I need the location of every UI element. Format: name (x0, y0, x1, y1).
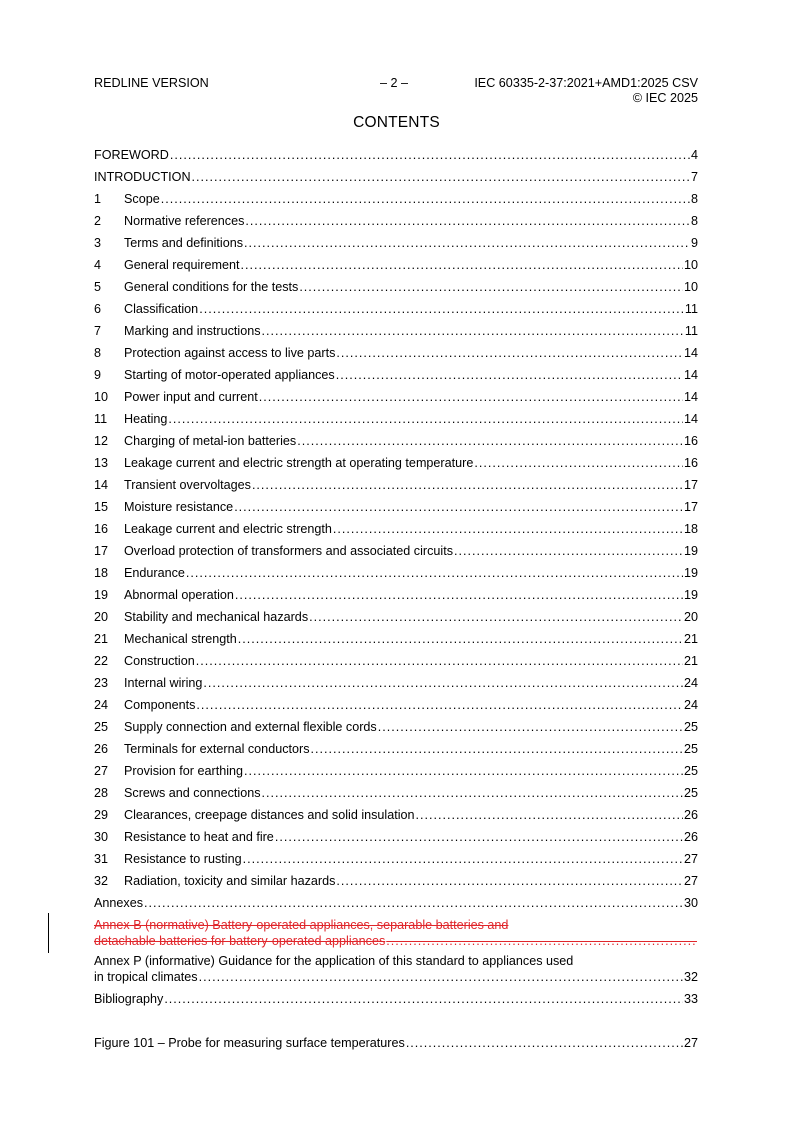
toc-entry[interactable] (94, 167, 698, 189)
toc-entry-label: Transient overvoltages (124, 478, 251, 492)
dot-leader (309, 609, 683, 625)
toc-entry-label: Charging of metal-ion batteries (124, 434, 297, 448)
toc-entry-page: 25 (683, 764, 698, 778)
dot-leader (336, 873, 683, 889)
toc-entry-number: 22 (94, 654, 109, 668)
toc-entry-page: 14 (683, 412, 698, 426)
header-left: REDLINE VERSION (94, 76, 209, 90)
toc-entry[interactable] (94, 321, 698, 343)
toc-entry-page: 21 (683, 654, 698, 668)
toc-entry-label: Scope (124, 192, 160, 206)
toc-entry-label: General requirement (124, 258, 240, 272)
toc-entry-number: 25 (94, 720, 109, 734)
dot-leader (244, 235, 690, 251)
toc-entry-page: 21 (683, 632, 698, 646)
dot-leader (235, 587, 683, 603)
toc-entry-number: 29 (94, 808, 109, 822)
toc-entry-number: 13 (94, 456, 109, 470)
toc-entry[interactable] (94, 475, 698, 497)
toc-entry-page: 24 (683, 676, 698, 690)
toc-entry-page: 18 (683, 522, 698, 536)
dot-leader (262, 785, 683, 801)
toc-entry-label: Annexes (94, 896, 144, 910)
dot-leader (454, 543, 683, 559)
toc-entry-number: 28 (94, 786, 109, 800)
dot-leader (144, 895, 683, 911)
dot-leader (333, 521, 683, 537)
toc-entry-page: 24 (683, 698, 698, 712)
toc-entry-number: 19 (94, 588, 109, 602)
dot-leader (199, 301, 684, 317)
toc-entry-page: 11 (684, 302, 698, 316)
toc-entry[interactable] (94, 409, 698, 431)
dot-leader (238, 631, 683, 647)
toc-entry[interactable] (94, 849, 698, 871)
deleted-annex-b-line1: Annex B (normative) Battery-operated appliances, separable batteries and (94, 918, 509, 932)
toc-entry-page: 19 (683, 588, 698, 602)
toc-entry-page: 11 (684, 324, 698, 338)
toc-entry-page: 7 (690, 170, 698, 184)
toc-entry-number: 21 (94, 632, 109, 646)
toc-entry-label: Components (124, 698, 196, 712)
toc-entry-page: 33 (683, 992, 698, 1006)
toc-entry-label: Classification (124, 302, 199, 316)
dot-leader (336, 367, 683, 383)
toc-entry-label: Endurance (124, 566, 185, 580)
dot-leader (297, 433, 683, 449)
toc-entry-label: Internal wiring (124, 676, 203, 690)
toc-entry-label: Moisture resistance (124, 500, 234, 514)
toc-entry-number: 24 (94, 698, 109, 712)
toc-entry-number: 31 (94, 852, 109, 866)
toc-entry-label: Clearances, creepage distances and solid insulation (124, 808, 415, 822)
toc-entry-page: 27 (683, 874, 698, 888)
dot-leader (336, 345, 683, 361)
toc-entry[interactable] (94, 695, 698, 717)
toc-entry-page: 25 (683, 720, 698, 734)
dot-leader (245, 213, 690, 229)
dot-leader (406, 1035, 683, 1051)
toc-entry-annex-p[interactable] (94, 949, 698, 985)
dot-leader (416, 807, 683, 823)
toc-entry-label: Stability and mechanical hazards (124, 610, 309, 624)
dot-leader (192, 169, 690, 185)
toc-entry-page: 27 (683, 852, 698, 866)
toc-entry-label: Bibliography (94, 992, 164, 1006)
toc-entry-label: Starting of motor-operated appliances (124, 368, 335, 382)
toc-entry-number: 17 (94, 544, 109, 558)
toc-entry-page: 20 (683, 610, 698, 624)
dot-leader (199, 969, 683, 985)
toc-entry-label: Marking and instructions (124, 324, 261, 338)
toc-entry-label: Terms and definitions (124, 236, 244, 250)
toc-entry-label: Terminals for external conductors (124, 742, 310, 756)
toc-entry-label: Resistance to rusting (124, 852, 242, 866)
toc-entry[interactable] (94, 783, 698, 805)
toc-entry-page: 10 (683, 258, 698, 272)
toc-entry[interactable] (94, 299, 698, 321)
toc-entry[interactable] (94, 717, 698, 739)
toc-entry[interactable] (94, 607, 698, 629)
toc-entry-page: 16 (683, 456, 698, 470)
dot-leader (243, 851, 683, 867)
toc-entry[interactable] (94, 805, 698, 827)
toc-entry[interactable] (94, 497, 698, 519)
toc-entry-number: 27 (94, 764, 109, 778)
change-bar (48, 913, 49, 953)
toc-entry-number: 10 (94, 390, 109, 404)
annex-p-line1: Annex P (informative) Guidance for the application of this standard to appliances used (94, 954, 574, 968)
deleted-annex-b-line2-row (94, 933, 698, 949)
toc-entry[interactable] (94, 189, 698, 211)
toc-entry-number: 18 (94, 566, 109, 580)
toc-entry-number: 14 (94, 478, 109, 492)
document-reference: IEC 60335-2-37:2021+AMD1:2025 CSV (474, 76, 698, 90)
toc-entry-number: 20 (94, 610, 109, 624)
toc-entry-page: 14 (683, 346, 698, 360)
toc-entry-page: 27 (683, 1036, 698, 1050)
dot-leader (164, 991, 683, 1007)
toc-entry-number: 3 (94, 236, 102, 250)
toc-entry-number: 30 (94, 830, 109, 844)
header-right (474, 76, 698, 106)
toc-entry-page: 17 (683, 478, 698, 492)
toc-entry-label: Figure 101 – Probe for measuring surface temperatures (94, 1036, 405, 1050)
list-of-figures (94, 1033, 698, 1055)
toc-entry-label: Construction (124, 654, 195, 668)
annex-p-line2-row (94, 969, 698, 985)
copyright-notice: © IEC 2025 (632, 91, 698, 105)
toc-entry-number: 11 (94, 412, 108, 426)
toc-entry[interactable] (94, 343, 698, 365)
toc-entry-number: 2 (94, 214, 102, 228)
dot-leader (299, 279, 683, 295)
toc-entry[interactable] (94, 431, 698, 453)
dot-leader (241, 257, 683, 273)
page-number: – 2 – (380, 76, 409, 90)
toc-entry-page: 4 (690, 148, 698, 162)
dot-leader (161, 191, 690, 207)
toc-entry-number: 16 (94, 522, 109, 536)
toc-entry[interactable] (94, 365, 698, 387)
toc-entry-page: 10 (683, 280, 698, 294)
toc-entry[interactable] (94, 387, 698, 409)
toc-entry-number: 5 (94, 280, 102, 294)
toc-entry[interactable] (94, 585, 698, 607)
toc-entry-number: 26 (94, 742, 109, 756)
toc-entry[interactable] (94, 145, 698, 167)
toc-entry-number: 12 (94, 434, 109, 448)
toc-entry-label: INTRODUCTION (94, 170, 191, 184)
toc-entry-number: 15 (94, 500, 109, 514)
toc-entry[interactable] (94, 519, 698, 541)
toc-entry-number: 7 (94, 324, 102, 338)
toc-entry-label: Leakage current and electric strength (124, 522, 332, 536)
toc-entry-page: 30 (683, 896, 698, 910)
dot-leader (203, 675, 683, 691)
dot-leader (186, 565, 683, 581)
toc-entry[interactable] (94, 871, 698, 893)
toc-entry-page: 14 (683, 368, 698, 382)
toc-entry-label: Radiation, toxicity and similar hazards (124, 874, 336, 888)
dot-leader (196, 697, 683, 713)
dot-leader (378, 719, 683, 735)
toc-entry[interactable] (94, 739, 698, 761)
dot-leader (244, 763, 683, 779)
annex-p-line2: in tropical climates (94, 970, 198, 984)
dot-leader (259, 389, 683, 405)
dot-leader (262, 323, 684, 339)
toc-entry-label: Resistance to heat and fire (124, 830, 274, 844)
toc-entry-page: 25 (683, 786, 698, 800)
dot-leader (196, 653, 683, 669)
toc-entry-label: FOREWORD (94, 148, 169, 162)
table-of-contents (94, 145, 698, 1011)
toc-entry[interactable] (94, 211, 698, 233)
toc-entry[interactable] (94, 629, 698, 651)
dot-leader (168, 411, 683, 427)
toc-entry-number: 32 (94, 874, 109, 888)
toc-entry-label: Normative references (124, 214, 245, 228)
toc-entry-label: Screws and connections (124, 786, 261, 800)
dot-leader (234, 499, 683, 515)
dot-leader (311, 741, 683, 757)
deleted-annex-b-entry[interactable] (94, 915, 698, 949)
dot-leader (275, 829, 683, 845)
toc-entry[interactable] (94, 277, 698, 299)
toc-entry-label: Provision for earthing (124, 764, 244, 778)
toc-entry[interactable] (94, 233, 698, 255)
toc-entry-number: 23 (94, 676, 109, 690)
toc-entry-page: 19 (683, 544, 698, 558)
toc-entry-bibliography[interactable] (94, 985, 698, 1011)
deleted-annex-b-line2: detachable batteries for battery-operated appliances (94, 934, 386, 948)
toc-entry-label: Overload protection of transformers and associated circuits (124, 544, 453, 558)
toc-entry-label: Supply connection and external flexible cords (124, 720, 377, 734)
toc-entry-label: Protection against access to live parts (124, 346, 336, 360)
toc-entry[interactable] (94, 893, 698, 915)
toc-entry[interactable] (94, 673, 698, 695)
toc-entry[interactable] (94, 761, 698, 783)
toc-entry-label: Power input and current (124, 390, 258, 404)
toc-entry[interactable] (94, 453, 698, 475)
toc-entry-label: Mechanical strength (124, 632, 237, 646)
toc-entry-number: 9 (94, 368, 102, 382)
toc-entry-page: 9 (690, 236, 698, 250)
toc-entry[interactable] (94, 651, 698, 673)
toc-entry-page: 26 (683, 830, 698, 844)
dot-leader (170, 147, 690, 163)
toc-entry-number: 8 (94, 346, 102, 360)
toc-entry-label: Abnormal operation (124, 588, 234, 602)
toc-entry[interactable] (94, 541, 698, 563)
toc-entry-page: 8 (690, 214, 698, 228)
toc-entry-page: 14 (683, 390, 698, 404)
toc-entry-page: 26 (683, 808, 698, 822)
dot-leader (252, 477, 683, 493)
toc-entry-number: 1 (94, 192, 102, 206)
dot-leader (474, 455, 683, 471)
page-title: CONTENTS (353, 114, 440, 131)
dot-leader (386, 933, 697, 949)
toc-entry-page: 32 (683, 970, 698, 984)
toc-entry-number: 6 (94, 302, 102, 316)
toc-entry-page: 25 (683, 742, 698, 756)
toc-entry-page: 19 (683, 566, 698, 580)
toc-entry[interactable] (94, 827, 698, 849)
toc-entry[interactable] (94, 563, 698, 585)
toc-entry-label: General conditions for the tests (124, 280, 299, 294)
toc-entry[interactable] (94, 255, 698, 277)
toc-entry-page: 17 (683, 500, 698, 514)
toc-entry-page: 8 (690, 192, 698, 206)
toc-entry-number: 4 (94, 258, 102, 272)
toc-entry-label: Heating (124, 412, 168, 426)
toc-entry-page: 16 (683, 434, 698, 448)
figure-entry[interactable] (94, 1033, 698, 1055)
toc-entry-label: Leakage current and electric strength at operating temperature (124, 456, 474, 470)
